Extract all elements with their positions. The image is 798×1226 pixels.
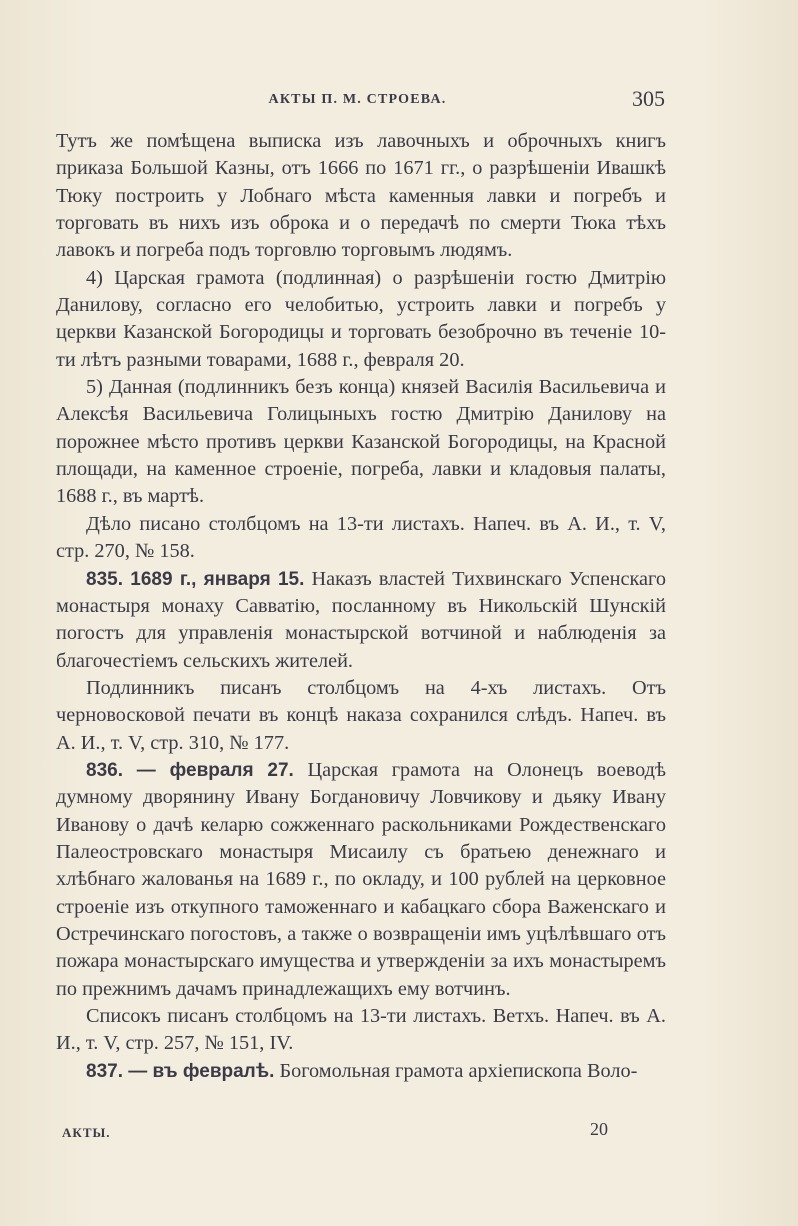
paragraph: [56, 265, 666, 374]
entry-paragraph: [56, 757, 666, 1003]
entry-paragraph: [56, 566, 666, 675]
entry-heading: 835. 1689 г., января 15.: [86, 568, 305, 590]
paragraph-text: Подлинникъ писанъ столбцомъ на 4-хъ листахъ. Отъ черновосковой печати въ концѣ наказа сохранился слѣдъ. Напеч. въ А. И., т. V, стр. 310, № 177.: [56, 676, 666, 754]
paragraph: [56, 511, 666, 566]
entry-heading: 836. — февраля 27.: [86, 759, 294, 781]
page-footer: [62, 1119, 622, 1147]
paragraph-text: Дѣло писано столбцомъ на 13-ти листахъ. Напеч. въ А. И., т. V, стр. 270, № 158.: [56, 512, 666, 563]
paragraph-text: 4) Царская грамота (подлинная) о разрѣшеніи гостю Дмитрію Данилову, согласно его челобитью, устроить лавки и погребъ у церкви Казанской Богородицы и торговать безоброчно въ теченіе 10-ти лѣтъ разными товарами, 1688 г., февраля 20.: [56, 266, 666, 371]
paragraph-text: Царская грамота на Олонецъ воеводѣ думному дворянину Ивану Богдановичу Ловчикову и дьяку Ивану Иванову о дачѣ келарю сожженнаго раскольниками Рождественскаго Палеостровскаго монастыря Мисаилу съ братьею денежнаго и хлѣбнаго жалованья на 1689 г., по окладу, и 100 рублей на церковное строеніе изъ откупного таможеннаго и кабацкаго сбора Важенскаго и Остречинскаго погостовъ, а также о возвращеніи имъ уцѣлѣвшаго отъ пожара монастырскаго имущества и утвержденіи за ихъ монастыремъ по прежнимъ дачамъ принадлежащихъ ему вотчинъ.: [56, 758, 666, 1000]
running-title: АКТЫ П. М. СТРОЕВА.: [268, 92, 447, 107]
entry-paragraph: [56, 1058, 666, 1085]
paragraph-text: Списокъ писанъ столбцомъ на 13-ти листахъ. Ветхъ. Напеч. въ А. И., т. V, стр. 257, № 151, IV.: [56, 1005, 666, 1055]
paragraph-text: Тутъ же помѣщена выписка изъ лавочныхъ и оброчныхъ книгъ приказа Большой Казны, отъ 1666 по 1671 гг., о разрѣшеніи Ивашкѣ Тюку построить у Лобнаго мѣста каменныя лавки и погребъ и торговать въ нихъ изъ оброка и о передачѣ по смерти Тюка тѣхъ лавокъ и погреба подъ торговлю торговымъ людямъ.: [56, 130, 666, 262]
paragraph: [56, 128, 666, 265]
printer-signature: АКТЫ.: [62, 1125, 111, 1140]
body-text: [56, 128, 666, 1085]
paragraph: [56, 374, 666, 511]
paragraph-text: 5) Данная (подлинникъ безъ конца) князей Василія Васильевича и Алексѣя Васильевича Голицыныхъ гостю Дмитрію Данилову на порожнее мѣсто противъ церкви Казанской Богородицы, на Красной площади, на каменное строеніе, погреба, лавки и кладовыя палаты, 1688 г., въ мартѣ.: [56, 376, 666, 508]
paragraph-text: Богомольная грамота архіепископа Воло-: [274, 1059, 638, 1082]
entry-heading: 837. — въ февралѣ.: [86, 1060, 275, 1082]
paragraph-text: Наказъ властей Тихвинскаго Успенскаго монастыря монаху Савватію, посланному въ Никольскій Шунскій погостъ для управленія монастырской вотчиной и наблюденія за благочестіемъ сельскихъ жителей.: [56, 567, 666, 672]
page-header: [50, 86, 665, 116]
sheet-number: 20: [590, 1119, 608, 1139]
paragraph: [56, 675, 666, 757]
page-number: 305: [632, 86, 665, 111]
paragraph: [56, 1003, 666, 1058]
